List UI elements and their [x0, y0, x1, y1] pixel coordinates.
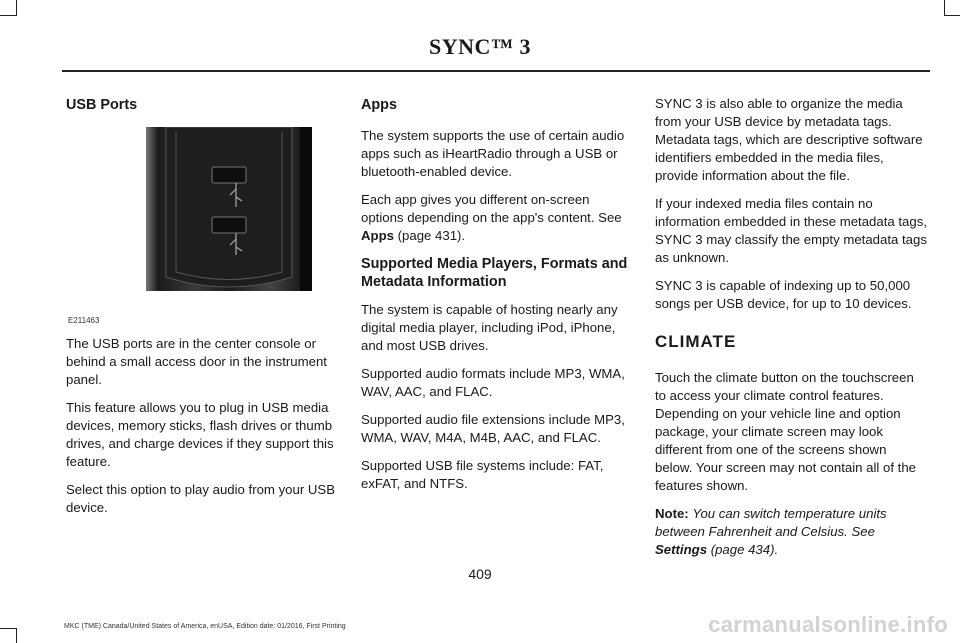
crop-mark-bottom-left-h: [0, 628, 16, 629]
figure-label: E211463: [68, 316, 100, 325]
note-paragraph: [655, 505, 927, 559]
right-column: [655, 95, 927, 569]
paragraph: If your indexed media files contain no information embedded in these metadata tags, SYNC 3 may classify the empty metadata tags as unknown.: [655, 196, 927, 265]
paragraph: Supported USB file systems include: FAT, exFAT, and NTFS.: [361, 458, 604, 491]
paragraph-text: Each app gives you different on-screen options depending on the app's content. See: [361, 192, 622, 225]
climate-heading: CLIMATE: [655, 332, 737, 351]
paragraph: This feature allows you to plug in USB media devices, memory sticks, flash drives or thumb drives, and charge devices if they support this feature.: [66, 400, 334, 469]
crop-mark-bottom-left-v: [16, 628, 17, 643]
apps-link[interactable]: Apps: [361, 228, 394, 243]
paragraph: The USB ports are in the center console or behind a small access door in the instrument panel.: [66, 336, 327, 387]
usb-ports-illustration: [146, 127, 312, 291]
note-label: Note:: [655, 506, 689, 521]
paragraph: Supported audio file extensions include MP3, WMA, WAV, M4A, M4B, AAC, and FLAC.: [361, 412, 625, 445]
left-column: [66, 95, 338, 527]
crop-mark-top-left-v: [16, 0, 17, 16]
paragraph: Touch the climate button on the touchscreen to access your climate control features. Depending on your vehicle line and option package, your climate screen may look different from one of the screens shown below. Your screen may not contain all of the features shown.: [655, 370, 916, 493]
supported-media-heading: Supported Media Players, Formats and Metadata Information: [361, 256, 628, 290]
crop-mark-top-right-v: [944, 0, 945, 16]
page-header-title: SYNC™ 3: [429, 34, 531, 59]
settings-link[interactable]: Settings: [655, 542, 708, 557]
apps-reference-paragraph: [361, 191, 633, 245]
paragraph: Supported audio formats include MP3, WMA, WAV, AAC, and FLAC.: [361, 366, 625, 399]
crop-mark-top-right-h: [944, 15, 960, 16]
page-reference: (page 434).: [710, 542, 779, 557]
page-number: 409: [468, 566, 492, 582]
paragraph: The system supports the use of certain audio apps such as iHeartRadio through a USB or bluetooth-enabled device.: [361, 128, 625, 179]
watermark: carmanualsonline.info: [708, 612, 948, 637]
page-reference: (page 431).: [397, 228, 466, 243]
paragraph: SYNC 3 is also able to organize the media from your USB device by metadata tags. Metadata tags, which are descriptive software identifiers embedded in the media files, provide information about the file.: [655, 96, 923, 183]
paragraph: Select this option to play audio from your USB device.: [66, 482, 336, 515]
header-rule: [62, 70, 930, 72]
apps-heading: Apps: [361, 97, 397, 113]
note-text: You can switch temperature units between Fahrenheit and Celsius. See: [655, 506, 887, 539]
edition-footer: MKC (TME) Canada/United States of America, enUSA, Edition date: 01/2016, First Printing: [64, 623, 346, 630]
paragraph: SYNC 3 is capable of indexing up to 50,000 songs per USB device, for up to 10 devices.: [655, 278, 912, 311]
middle-column: [361, 95, 633, 503]
usb-ports-figure: [66, 127, 338, 325]
usb-ports-heading: USB Ports: [66, 97, 138, 113]
paragraph: The system is capable of hosting nearly any digital media player, including iPod, iPhone, and most USB drives.: [361, 302, 618, 353]
crop-mark-top-left-h: [0, 15, 16, 16]
